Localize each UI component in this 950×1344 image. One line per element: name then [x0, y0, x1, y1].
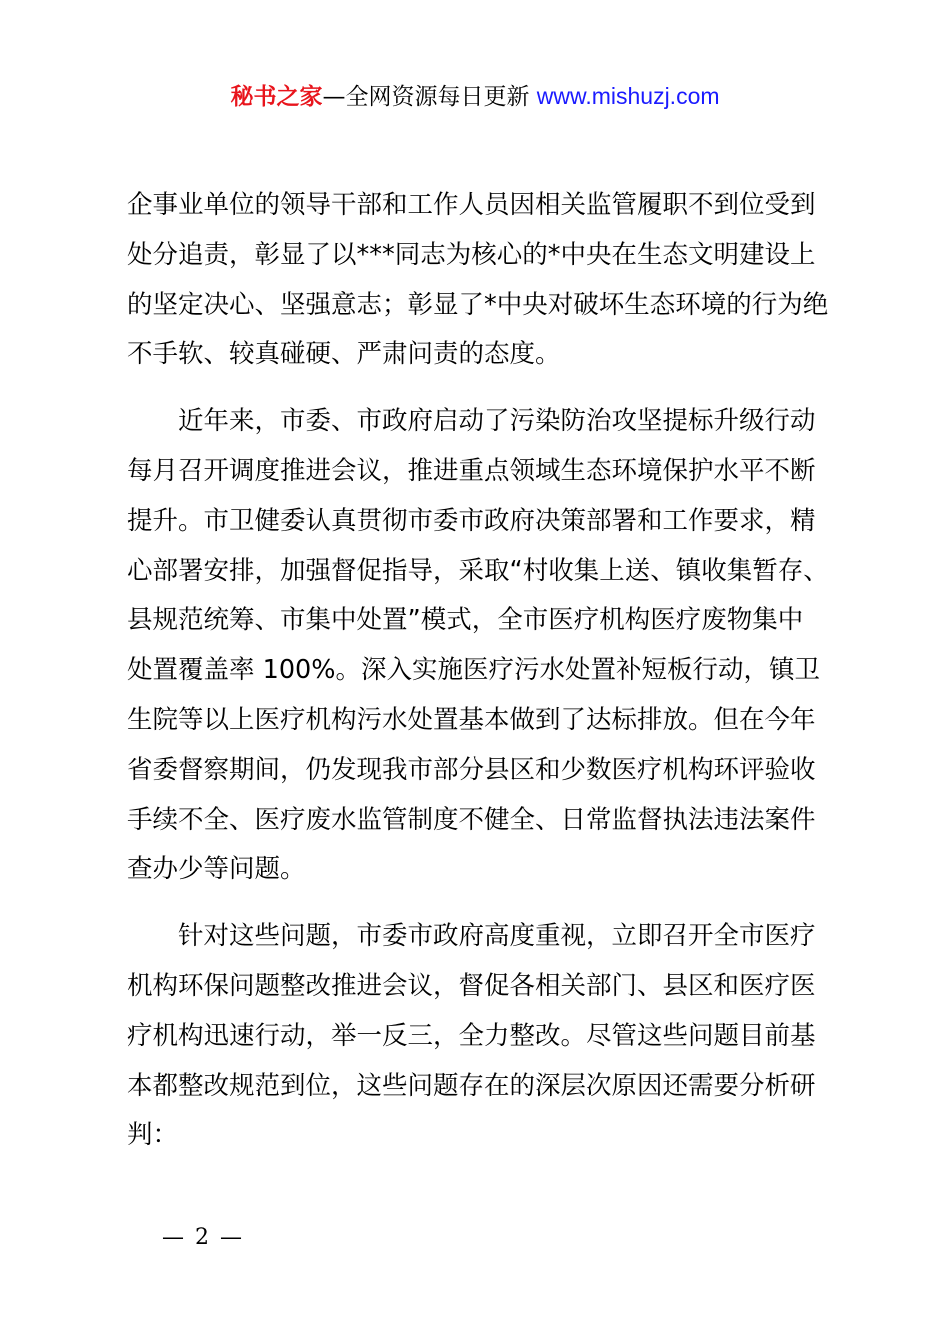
text-line: 心部署安排，加强督促指导，采取“村收集上送、镇收集暂存、 — [127, 555, 829, 586]
text-line: 生院等以上医疗机构污水处置基本做到了达标排放。但在今年 — [127, 704, 816, 735]
header-tagline: —全网资源每日更新 — [322, 84, 530, 110]
text-line: 机构环保问题整改推进会议，督促各相关部门、县区和医疗医 — [127, 970, 816, 1001]
text-line: 查办少等问题。 — [127, 854, 306, 885]
text-line: 提升。市卫健委认真贯彻市委市政府决策部署和工作要求，精 — [127, 505, 816, 536]
brand-name: 秘书之家 — [230, 84, 323, 110]
text-line: 判： — [127, 1120, 179, 1151]
page-header — [0, 80, 950, 113]
text-line: 县规范统筹、市集中处置”模式，全市医疗机构医疗废物集中 — [127, 605, 804, 636]
text-line: 手续不全、医疗废水监管制度不健全、日常监督执法违法案件 — [127, 804, 816, 835]
text-line: 近年来，市委、市政府启动了污染防治攻坚提标升级行动 — [178, 406, 816, 437]
paragraph-2 — [127, 397, 833, 895]
text-line: 针对这些问题，市委市政府高度重视，立即召开全市医疗 — [178, 921, 816, 952]
text-line: 处分追责，彰显了以***同志为核心的*中央在生态文明建设上 — [127, 239, 816, 270]
document-body — [127, 181, 833, 1178]
text-line: 省委督察期间，仍发现我市部分县区和少数医疗机构环评验收 — [127, 754, 816, 785]
text-line: 的坚定决心、坚强意志；彰显了*中央对破坏生态环境的行为绝 — [127, 289, 829, 320]
text-line: 每月召开调度推进会议，推进重点领域生态环境保护水平不断 — [127, 455, 816, 486]
paragraph-3 — [127, 912, 833, 1161]
text-line: 本都整改规范到位，这些问题存在的深层次原因还需要分析研 — [127, 1070, 816, 1101]
page-number: — 2 — — [162, 1225, 244, 1250]
text-line: 不手软、较真碰硬、严肃问责的态度。 — [127, 339, 561, 370]
text-line: 疗机构迅速行动，举一反三，全力整改。尽管这些问题目前基 — [127, 1020, 816, 1051]
paragraph-1 — [127, 181, 833, 380]
text-line: 企事业单位的领导干部和工作人员因相关监管履职不到位受到 — [127, 190, 816, 220]
site-url-link[interactable]: www.mishuzj.com — [536, 83, 720, 109]
text-line: 处置覆盖率 100%。深入实施医疗污水处置补短板行动，镇卫 — [127, 655, 821, 686]
